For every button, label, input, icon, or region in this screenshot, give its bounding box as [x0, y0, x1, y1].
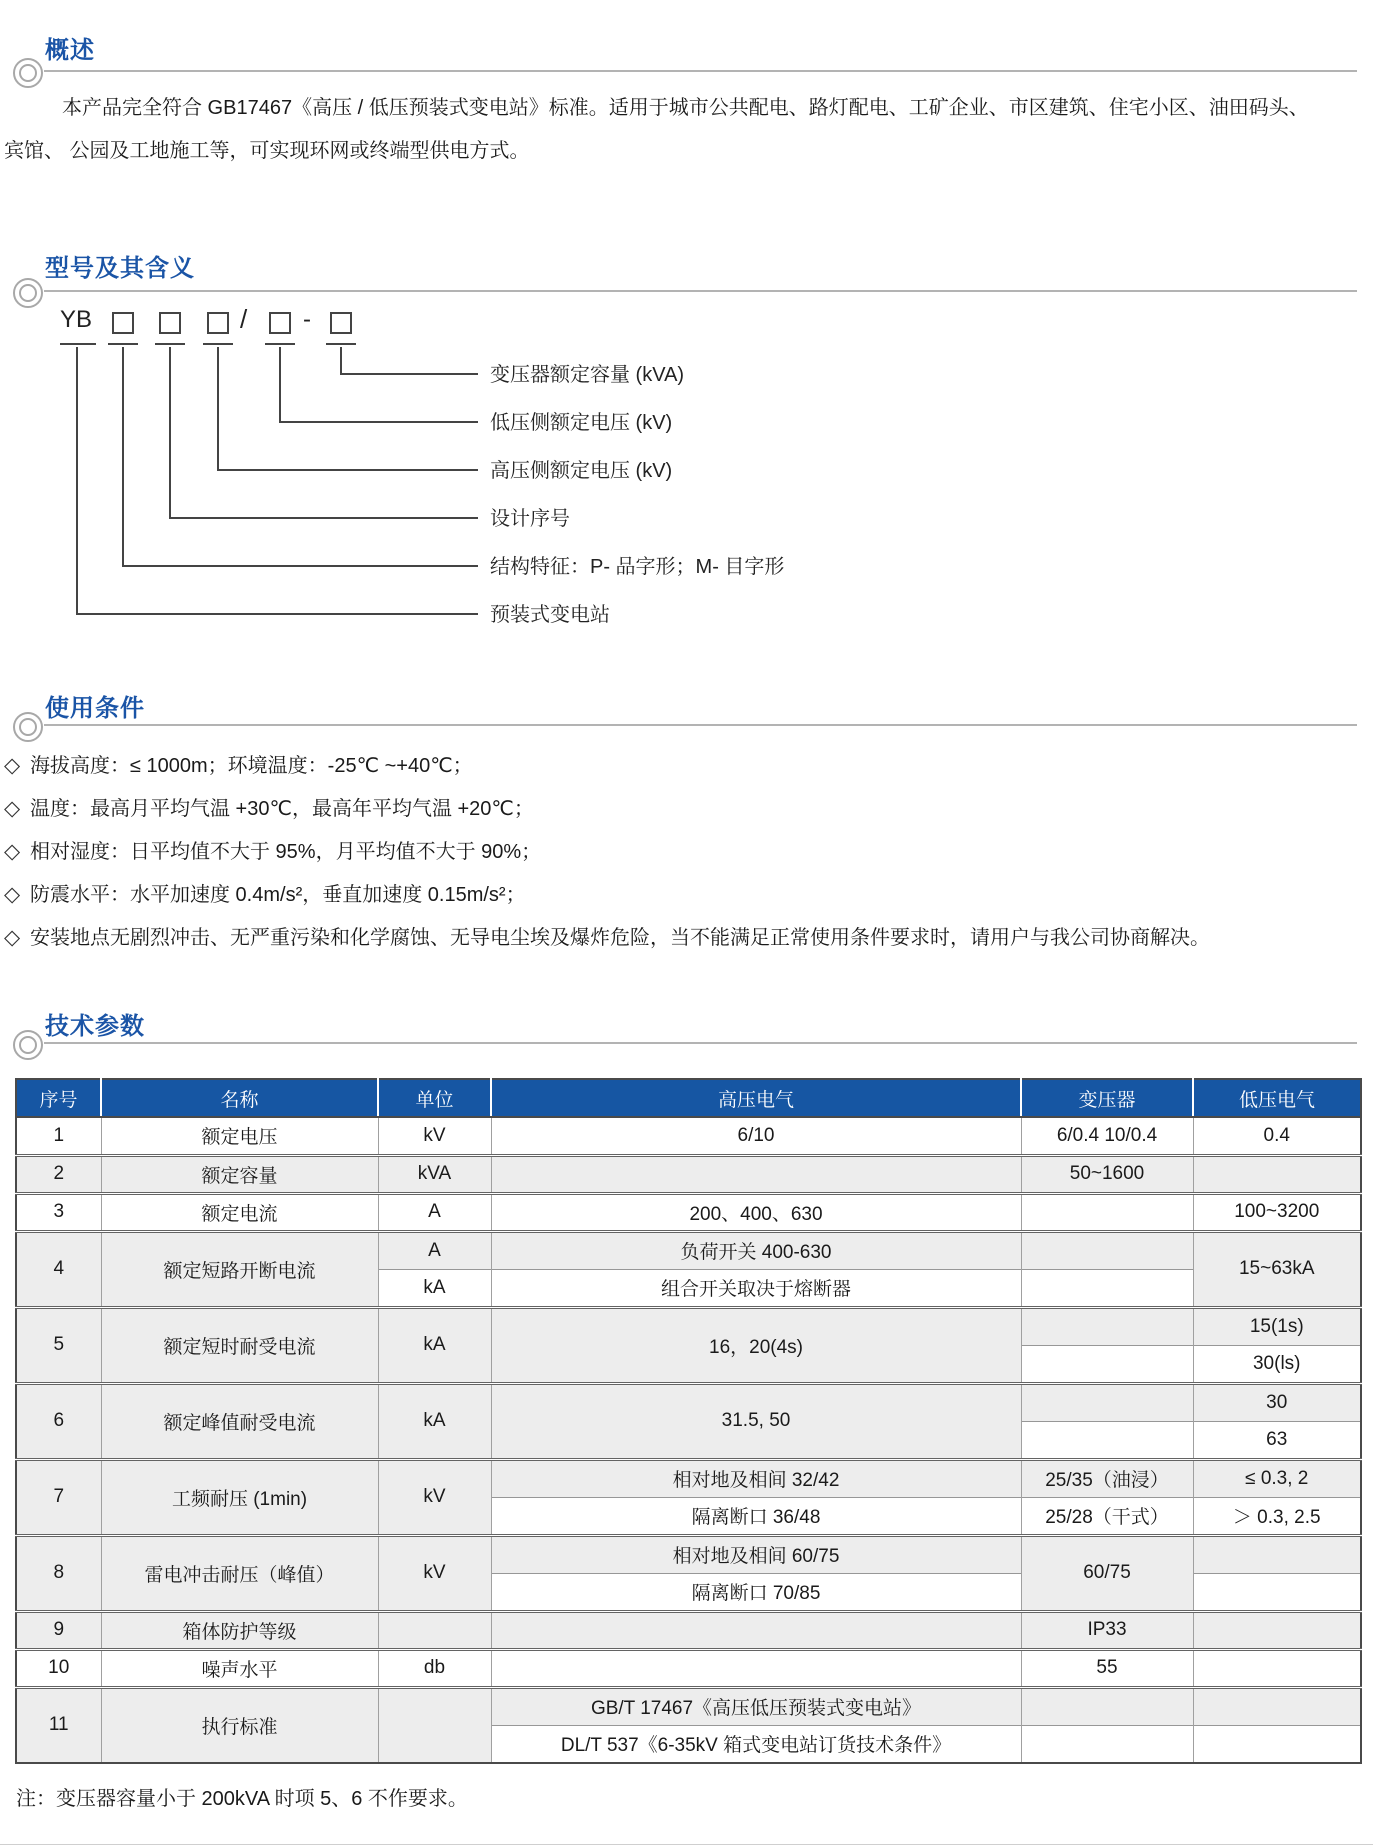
table-row	[16, 1231, 1361, 1269]
model-label-structure: 结构特征：P- 品字形；M- 目字形	[490, 556, 785, 578]
model-code-dash: -	[303, 306, 311, 333]
diagram-connector	[340, 347, 342, 375]
header-cell-no: 序号	[16, 1079, 101, 1117]
model-label-hv-voltage: 高压侧额定电压 (kV)	[490, 460, 673, 482]
diagram-underline	[60, 343, 96, 345]
condition-text: 防震水平：水平加速度 0.4m/s²，垂直加速度 0.15m/s²；	[30, 884, 526, 906]
cell-r9-lv	[1193, 1611, 1361, 1649]
cell-r3-unit: A	[378, 1193, 491, 1231]
diagram-underline	[326, 343, 356, 345]
cell-r9-unit	[378, 1611, 491, 1649]
header-cell-name: 名称	[101, 1079, 378, 1117]
condition-item	[4, 838, 1364, 866]
cell-r6-name: 额定峰值耐受电流	[101, 1383, 378, 1459]
cell-r8-hv-a: 相对地及相间 60/75	[491, 1535, 1021, 1573]
section-rule	[44, 70, 1357, 72]
cell-r1-lv: 0.4	[1193, 1117, 1361, 1155]
model-code-prefix: YB	[60, 306, 93, 333]
diagram-connector	[76, 347, 78, 615]
cell-r4-hv-a: 负荷开关 400-630	[491, 1231, 1021, 1269]
cell-r9-hv	[491, 1611, 1021, 1649]
cell-r6-hv: 31.5, 50	[491, 1383, 1021, 1459]
condition-item	[4, 795, 1364, 823]
diamond-icon: ◇	[4, 754, 21, 777]
cell-r6-tr-a	[1021, 1383, 1193, 1421]
cell-r11-hv-b: DL/T 537《6-35kV 箱式变电站订货技术条件》	[491, 1725, 1021, 1763]
ring-icon	[13, 1030, 43, 1060]
cell-r3-name: 额定电流	[101, 1193, 378, 1231]
cell-r6-unit: kA	[378, 1383, 491, 1459]
model-label-substation: 预装式变电站	[490, 604, 610, 626]
cell-r8-name: 雷电冲击耐压（峰值）	[101, 1535, 378, 1611]
cell-r7-hv-a: 相对地及相间 32/42	[491, 1459, 1021, 1497]
cell-r4-tr-b	[1021, 1269, 1193, 1307]
cell-r8-lv-b	[1193, 1573, 1361, 1611]
section-title-params: 技术参数	[45, 1013, 145, 1040]
diamond-icon: ◇	[4, 797, 21, 820]
cell-r4-lv: 15~63kA	[1193, 1231, 1361, 1307]
ring-inner-icon	[19, 718, 37, 736]
cell-r7-lv-b: ＞ 0.3, 2.5	[1193, 1497, 1361, 1535]
header-cell-transformer: 变压器	[1021, 1079, 1193, 1117]
diagram-connector	[169, 517, 478, 519]
cell-r7-tr-a: 25/35（油浸）	[1021, 1459, 1193, 1497]
cell-r10-hv	[491, 1649, 1021, 1687]
section-title-overview: 概述	[45, 37, 95, 64]
cell-r1-name: 额定电压	[101, 1117, 378, 1155]
cell-r6-lv-a: 30	[1193, 1383, 1361, 1421]
cell-r10-unit: db	[378, 1649, 491, 1687]
cell-r6-no: 6	[16, 1383, 101, 1459]
cell-r8-lv-a	[1193, 1535, 1361, 1573]
ring-icon	[13, 58, 43, 88]
cell-r7-no: 7	[16, 1459, 101, 1535]
cell-r4-no: 4	[16, 1231, 101, 1307]
model-label-design-serial: 设计序号	[490, 508, 570, 530]
cell-r7-hv-b: 隔离断口 36/48	[491, 1497, 1021, 1535]
table-row	[16, 1459, 1361, 1497]
cell-r1-no: 1	[16, 1117, 101, 1155]
model-code-box-3	[207, 312, 229, 334]
diagram-connector	[76, 613, 478, 615]
section-rule	[44, 724, 1357, 726]
table-row	[16, 1193, 1361, 1231]
cell-r3-tr	[1021, 1193, 1193, 1231]
condition-item	[4, 924, 1364, 952]
cell-r8-no: 8	[16, 1535, 101, 1611]
condition-item	[4, 752, 1364, 780]
cell-r5-tr-b	[1021, 1345, 1193, 1383]
cell-r5-unit: kA	[378, 1307, 491, 1383]
model-code-box-5	[330, 312, 352, 334]
diagram-underline	[108, 343, 138, 345]
cell-r4-unit-a: A	[378, 1231, 491, 1269]
diagram-connector	[279, 421, 478, 423]
cell-r5-lv-b: 30(ls)	[1193, 1345, 1361, 1383]
cell-r5-no: 5	[16, 1307, 101, 1383]
overview-paragraph-line2: 宾馆、 公园及工地施工等，可实现环网或终端型供电方式。	[4, 140, 530, 162]
ring-inner-icon	[19, 64, 37, 82]
page-bottom-divider	[0, 1844, 1373, 1845]
cell-r10-no: 10	[16, 1649, 101, 1687]
section-rule	[44, 1042, 1357, 1044]
cell-r1-hv: 6/10	[491, 1117, 1021, 1155]
diagram-connector	[169, 347, 171, 519]
model-code-box-2	[159, 312, 181, 334]
diagram-connector	[122, 347, 124, 567]
cell-r9-name: 箱体防护等级	[101, 1611, 378, 1649]
diamond-icon: ◇	[4, 840, 21, 863]
diagram-underline	[155, 343, 185, 345]
condition-text: 相对湿度：日平均值不大于 95%，月平均值不大于 90%；	[30, 841, 542, 863]
cell-r9-no: 9	[16, 1611, 101, 1649]
cell-r4-unit-b: kA	[378, 1269, 491, 1307]
cell-r8-unit: kV	[378, 1535, 491, 1611]
section-rule	[44, 290, 1357, 292]
table-row	[16, 1117, 1361, 1155]
section-title-conditions: 使用条件	[45, 695, 145, 722]
table-note: 注：变压器容量小于 200kVA 时项 5、6 不作要求。	[16, 1788, 468, 1810]
model-code-slash: /	[240, 304, 248, 334]
cell-r8-hv-b: 隔离断口 70/85	[491, 1573, 1021, 1611]
cell-r8-tr: 60/75	[1021, 1535, 1193, 1611]
cell-r11-tr-a	[1021, 1687, 1193, 1725]
cell-r4-name: 额定短路开断电流	[101, 1231, 378, 1307]
cell-r5-tr-a	[1021, 1307, 1193, 1345]
cell-r9-tr: IP33	[1021, 1611, 1193, 1649]
cell-r7-name: 工频耐压 (1min)	[101, 1459, 378, 1535]
header-cell-lv: 低压电气	[1193, 1079, 1361, 1117]
cell-r5-name: 额定短时耐受电流	[101, 1307, 378, 1383]
table-row	[16, 1155, 1361, 1193]
cell-r6-tr-b	[1021, 1421, 1193, 1459]
cell-r5-hv: 16，20(4s)	[491, 1307, 1021, 1383]
section-title-model: 型号及其含义	[45, 255, 195, 282]
table-row	[16, 1383, 1361, 1421]
diagram-underline	[265, 343, 295, 345]
cell-r7-lv-a: ≤ 0.3, 2	[1193, 1459, 1361, 1497]
cell-r11-hv-a: GB/T 17467《高压低压预装式变电站》	[491, 1687, 1021, 1725]
condition-item	[4, 881, 1364, 909]
cell-r5-lv-a: 15(1s)	[1193, 1307, 1361, 1345]
cell-r3-lv: 100~3200	[1193, 1193, 1361, 1231]
parameters-table	[15, 1078, 1362, 1764]
cell-r11-lv-a	[1193, 1687, 1361, 1725]
header-cell-hv: 高压电气	[491, 1079, 1021, 1117]
cell-r1-unit: kV	[378, 1117, 491, 1155]
cell-r4-tr-a	[1021, 1231, 1193, 1269]
cell-r2-tr: 50~1600	[1021, 1155, 1193, 1193]
cell-r1-tr: 6/0.4 10/0.4	[1021, 1117, 1193, 1155]
diagram-connector	[217, 347, 219, 471]
table-header-row	[16, 1079, 1361, 1117]
ring-inner-icon	[19, 1036, 37, 1054]
ring-icon	[13, 712, 43, 742]
cell-r6-lv-b: 63	[1193, 1421, 1361, 1459]
cell-r7-unit: kV	[378, 1459, 491, 1535]
cell-r11-unit	[378, 1687, 491, 1763]
model-code-box-1	[112, 312, 134, 334]
overview-paragraph-line1: 本产品完全符合 GB17467《高压 / 低压预装式变电站》标准。适用于城市公共配电、路灯配电、工矿企业、市区建筑、住宅小区、油田码头、	[62, 97, 1309, 119]
table-row	[16, 1649, 1361, 1687]
cell-r10-tr: 55	[1021, 1649, 1193, 1687]
ring-inner-icon	[19, 284, 37, 302]
diagram-underline	[203, 343, 233, 345]
cell-r11-no: 11	[16, 1687, 101, 1763]
cell-r2-hv	[491, 1155, 1021, 1193]
diagram-connector	[217, 469, 478, 471]
model-label-lv-voltage: 低压侧额定电压 (kV)	[490, 412, 673, 434]
diamond-icon: ◇	[4, 883, 21, 906]
condition-text: 安装地点无剧烈冲击、无严重污染和化学腐蚀、无导电尘埃及爆炸危险，当不能满足正常使用条件要求时，请用户与我公司协商解决。	[30, 927, 1210, 949]
cell-r2-lv	[1193, 1155, 1361, 1193]
ring-icon	[13, 278, 43, 308]
table-row	[16, 1307, 1361, 1345]
cell-r3-no: 3	[16, 1193, 101, 1231]
condition-text: 海拔高度：≤ 1000m；环境温度：-25℃ ~+40℃；	[30, 755, 473, 777]
header-cell-unit: 单位	[378, 1079, 491, 1117]
model-code-box-4	[269, 312, 291, 334]
cell-r10-name: 噪声水平	[101, 1649, 378, 1687]
cell-r11-tr-b	[1021, 1725, 1193, 1763]
diamond-icon: ◇	[4, 926, 21, 949]
cell-r3-hv: 200、400、630	[491, 1193, 1021, 1231]
table-row	[16, 1535, 1361, 1573]
cell-r2-unit: kVA	[378, 1155, 491, 1193]
diagram-connector	[340, 373, 478, 375]
model-label-capacity: 变压器额定容量 (kVA)	[490, 364, 685, 386]
diagram-connector	[122, 565, 478, 567]
cell-r2-name: 额定容量	[101, 1155, 378, 1193]
table-row	[16, 1687, 1361, 1725]
diagram-connector	[279, 347, 281, 423]
cell-r11-name: 执行标准	[101, 1687, 378, 1763]
cell-r7-tr-b: 25/28（干式）	[1021, 1497, 1193, 1535]
table-row	[16, 1611, 1361, 1649]
cell-r2-no: 2	[16, 1155, 101, 1193]
condition-text: 温度：最高月平均气温 +30℃，最高年平均气温 +20℃；	[30, 798, 534, 820]
cell-r10-lv	[1193, 1649, 1361, 1687]
cell-r11-lv-b	[1193, 1725, 1361, 1763]
cell-r4-hv-b: 组合开关取决于熔断器	[491, 1269, 1021, 1307]
